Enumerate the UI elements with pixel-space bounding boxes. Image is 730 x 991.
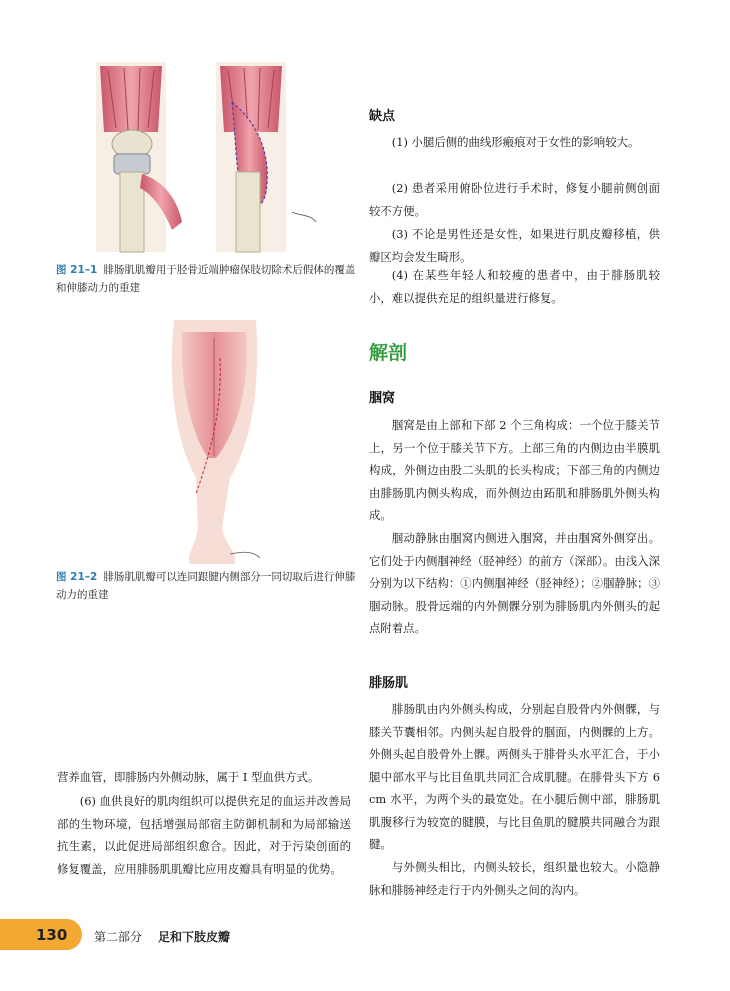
left-paragraph-1: 营养血管，即腓肠内外侧动脉，属于 I 型血供方式。 — [57, 770, 320, 784]
page-number: 130 — [36, 926, 68, 944]
footer-chapter-title: 足和下肢皮瓣 — [158, 930, 231, 944]
figure-21-2-caption — [56, 568, 356, 604]
gastrocnemius-paragraph-2: 与外侧头相比，内侧头较长，组织量也较大。小隐静脉和腓肠神经走行于内外侧头之间的沟内。 — [369, 860, 660, 897]
left-paragraph-2: (6) 血供良好的肌肉组织可以提供充足的血运并改善局部的生物环境，包括增强局部宿主防御机制和为局部输送抗生素，以此促进局部组织愈合。因此，对于污染创面的修复覆盖，应用腓肠肌肌瓣比应用皮瓣具有明显的优势。 — [57, 794, 351, 876]
figure-21-1-illustration — [86, 62, 336, 254]
popliteal-paragraph-1: 腘窝是由上部和下部 2 个三角构成：一个位于膝关节上，另一个位于膝关节下方。上部三角的内侧边由半膜肌构成，外侧边由股二头肌的长头构成；下部三角的内侧边由腓肠肌内侧头构成，而外侧边由跖肌和腓肠肌外侧头构成。 — [369, 418, 660, 522]
figure-number: 图 21–1 — [56, 264, 98, 276]
disadvantage-item-2: (2) 患者采用俯卧位进行手术时，修复小腿前侧创面较不方便。 — [369, 181, 660, 218]
figure-caption-text: 腓肠肌肌瓣用于胫骨近端肿瘤保肢切除术后假体的覆盖和伸膝动力的重建 — [56, 264, 356, 294]
anatomy-heading: 解剖 — [369, 342, 408, 364]
gastrocnemius-heading: 腓肠肌 — [369, 676, 409, 691]
disadvantage-item-4: (4) 在某些年轻人和较瘦的患者中，由于腓肠肌较小，难以提供充足的组织量进行修复。 — [369, 268, 660, 305]
disadvantage-item-3: (3) 不论是男性还是女性，如果进行肌皮瓣移植，供瓣区均会发生畸形。 — [369, 227, 660, 264]
popliteal-paragraph-2: 腘动静脉由腘窝内侧进入腘窝，并由腘窝外侧穿出。它们处于内侧腘神经（胫神经）的前方（深部）。由浅入深分别为以下结构：①内侧腘神经（胫神经）；②腘静脉；③腘动脉。股骨远端的内外侧髁分别为腓肠肌内外侧头的起点附着点。 — [369, 531, 660, 635]
figure-caption-text: 腓肠肌肌瓣可以连同跟腱内侧部分一同切取后进行伸膝动力的重建 — [56, 571, 356, 601]
knee-prosthesis-right — [216, 62, 316, 252]
disadvantage-item-1: (1) 小腿后侧的曲线形瘢痕对于女性的影响较大。 — [391, 135, 640, 149]
gastrocnemius-paragraph-1: 腓肠肌由内外侧头构成，分别起自股骨内外侧髁，与膝关节囊相邻。内侧头起自股骨的腘面，内侧髁的上方。外侧头起自股骨外上髁。两侧头于腓骨头水平汇合，于小腿中部水平与比目鱼肌共同汇合成肌腱。在腓骨头下方 6 cm 水平，为两个头的最宽处。在小腿后侧中部，腓肠肌肌腹移行为较宽的腱膜，与比目鱼肌的腱膜共同融合为跟腱。 — [369, 702, 660, 851]
popliteal-fossa-heading: 腘窝 — [369, 391, 396, 406]
figure-number: 图 21–2 — [56, 571, 98, 583]
footer-part-label: 第二部分 — [94, 930, 143, 944]
disadvantages-heading: 缺点 — [369, 109, 396, 124]
figure-21-1-caption — [56, 261, 356, 297]
figure-21-2-illustration — [160, 318, 270, 568]
knee-prosthesis-left — [96, 62, 182, 252]
